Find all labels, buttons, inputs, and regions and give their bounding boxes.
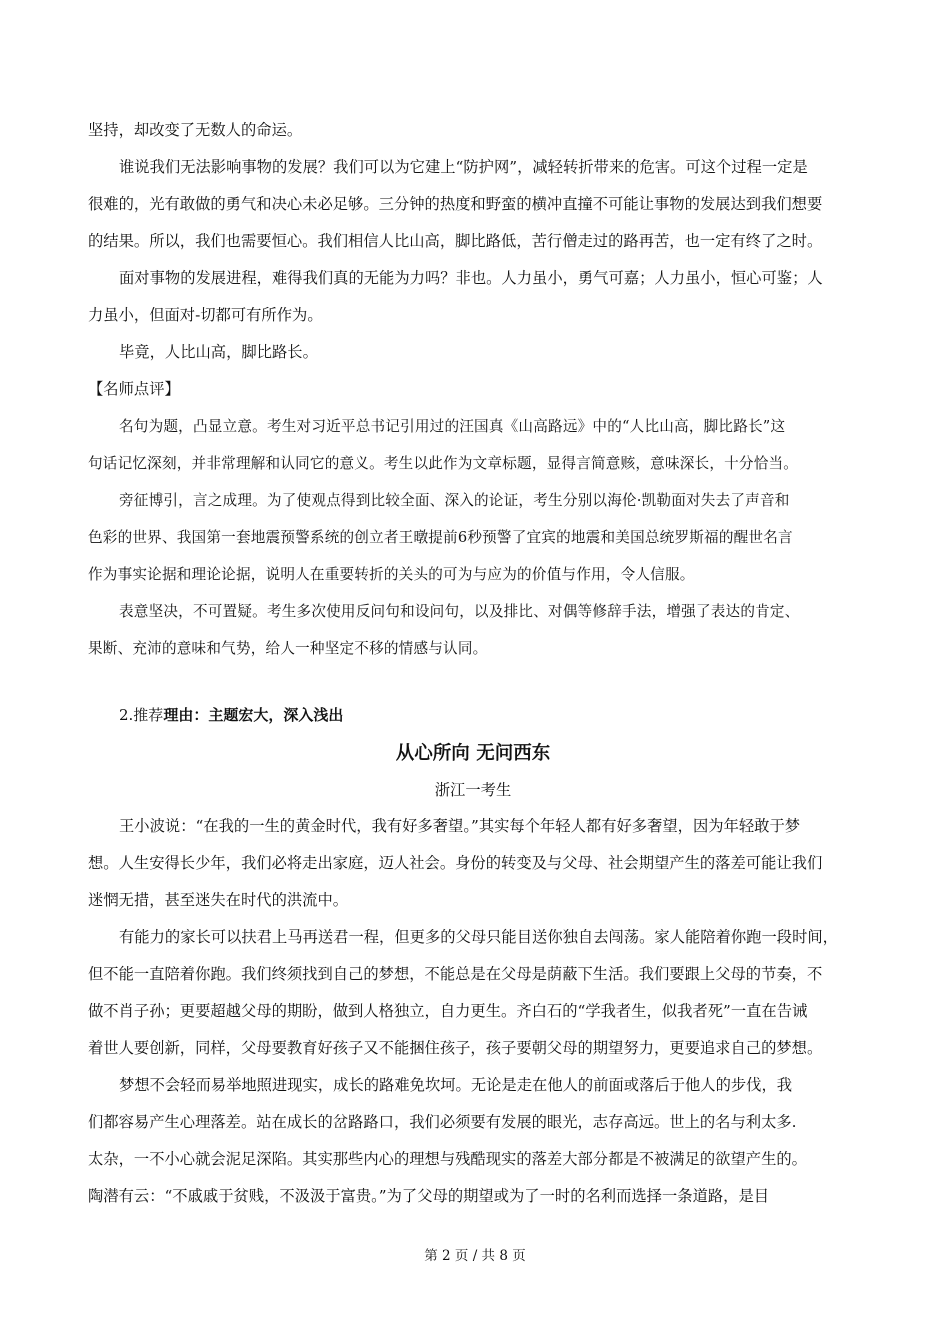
paragraph-line: 毕竟，人比山高，脚比路长。 bbox=[119, 343, 318, 361]
paragraph-line: 面对事物的发展进程，难得我们真的无能为力吗？非也。人力虽小，勇气可嘉；人力虽小，恒心可鉴；人 bbox=[119, 269, 823, 287]
paragraph-line: 太杂，一不小心就会泥足深陷。其实那些内心的理想与残酷现实的落差大部分都是不被满足的欲望产生的。 bbox=[88, 1150, 807, 1168]
essay-body bbox=[88, 808, 858, 1215]
paragraph-line: 力虽小，但面对-切都可有所作为。 bbox=[88, 306, 323, 324]
paragraph-line: 做不肖子孙；更要超越父母的期盼，做到人格独立，自力更生。齐白石的“学我者生，似我者死”一直在告诫 bbox=[88, 1002, 808, 1020]
paragraph-line: 有能力的家长可以扶君上马再送君一程，但更多的父母只能目送你独自去闯荡。家人能陪着你跑一段时间， bbox=[119, 928, 838, 946]
comment-line: 表意坚决，不可置疑。考生多次使用反问句和设问句，以及排比、对偶等修辞手法，增强了表达的肯定、 bbox=[119, 603, 800, 620]
paragraph-line: 陶潜有云：“不戚戚于贫贱，不汲汲于富贵。”为了父母的期望或为了一时的名利而选择一条道路，是目 bbox=[88, 1187, 770, 1205]
paragraph-line: 们都容易产生心理落差。站在成长的岔路路口，我们必须要有发展的眼光，志存高远。世上的名与利太多. bbox=[88, 1113, 797, 1131]
paragraph-line: 但不能一直陪着你跑。我们终须找到自己的梦想，不能总是在父母是荫蔽下生活。我们要跟上父母的节奏，不 bbox=[88, 965, 823, 983]
document-page bbox=[88, 112, 858, 1215]
comment-header: 【名师点评】 bbox=[88, 380, 180, 398]
essay-author: 浙江一考生 bbox=[434, 781, 512, 799]
paragraph-line: 的结果。所以，我们也需要恒心。我们相信人比山高，脚比路低，苦行僧走过的路再苦，也一定有终了之时。 bbox=[88, 232, 823, 250]
previous-essay-ending bbox=[88, 112, 858, 371]
recommendation-reason bbox=[88, 697, 858, 734]
paragraph-line: 王小波说：“在我的一生的黄金时代，我有好多奢望。”其实每个年轻人都有好多奢望，因为年轻敢于梦 bbox=[119, 817, 801, 835]
essay-title: 从心所向 无问西东 bbox=[395, 743, 551, 764]
paragraph-line: 很难的，光有敢做的勇气和决心未必足够。三分钟的热度和野蛮的横冲直撞不可能让事物的发展达到我们想要 bbox=[88, 195, 823, 213]
comment-line: 旁征博引，言之成理。为了使观点得到比较全面、深入的论证，考生分别以海伦·凯勒面对失去了声音和 bbox=[119, 492, 790, 509]
paragraph-line: 谁说我们无法影响事物的发展？我们可以为它建上“防护网”，减轻转折带来的危害。可这个过程一定是 bbox=[119, 158, 808, 176]
page-footer: 第 2 页 / 共 8 页 bbox=[424, 1248, 526, 1264]
paragraph-line: 着世人要创新，同样，父母要教育好孩子又不能捆住孩子，孩子要朝父母的期望努力，更要追求自己的梦想。 bbox=[88, 1039, 823, 1057]
paragraph-line: 梦想不会轻而易举地照进现实，成长的路难免坎坷。无论是走在他人的前面或落后于他人的步伐，我 bbox=[119, 1076, 793, 1094]
paragraph-line: 坚持，却改变了无数人的命运。 bbox=[88, 121, 303, 139]
comment-line: 名句为题，凸显立意。考生对习近平总书记引用过的汪国真《山高路远》中的“人比山高，脚比路长”这 bbox=[119, 418, 786, 435]
comment-line: 色彩的世界、我国第一套地震预警系统的创立者王暾提前6秒预警了宜宾的地震和美国总统罗斯福的醒世名言 bbox=[88, 529, 793, 546]
recommendation-bold: 理由：主题宏大，深入浅出 bbox=[163, 706, 344, 724]
teacher-comment-section bbox=[88, 371, 858, 667]
comment-line: 果断、充沛的意味和气势，给人一种坚定不移的情感与认同。 bbox=[88, 640, 488, 657]
section-gap bbox=[88, 667, 858, 697]
recommendation-prefix: 2.推荐 bbox=[119, 706, 164, 724]
paragraph-line: 想。人生安得长少年，我们必将走出家庭，迈人社会。身份的转变及与父母、社会期望产生的落差可能让我们 bbox=[88, 854, 823, 872]
comment-line: 作为事实论据和理论论据，说明人在重要转折的关头的可为与应为的价值与作用，令人信服。 bbox=[88, 566, 695, 583]
paragraph-line: 迷惘无措，甚至迷失在时代的洪流中。 bbox=[88, 891, 349, 909]
comment-line: 句话记忆深刻，并非常理解和认同它的意义。考生以此作为文章标题，显得言简意赅，意味深长，十分恰当。 bbox=[88, 455, 799, 472]
